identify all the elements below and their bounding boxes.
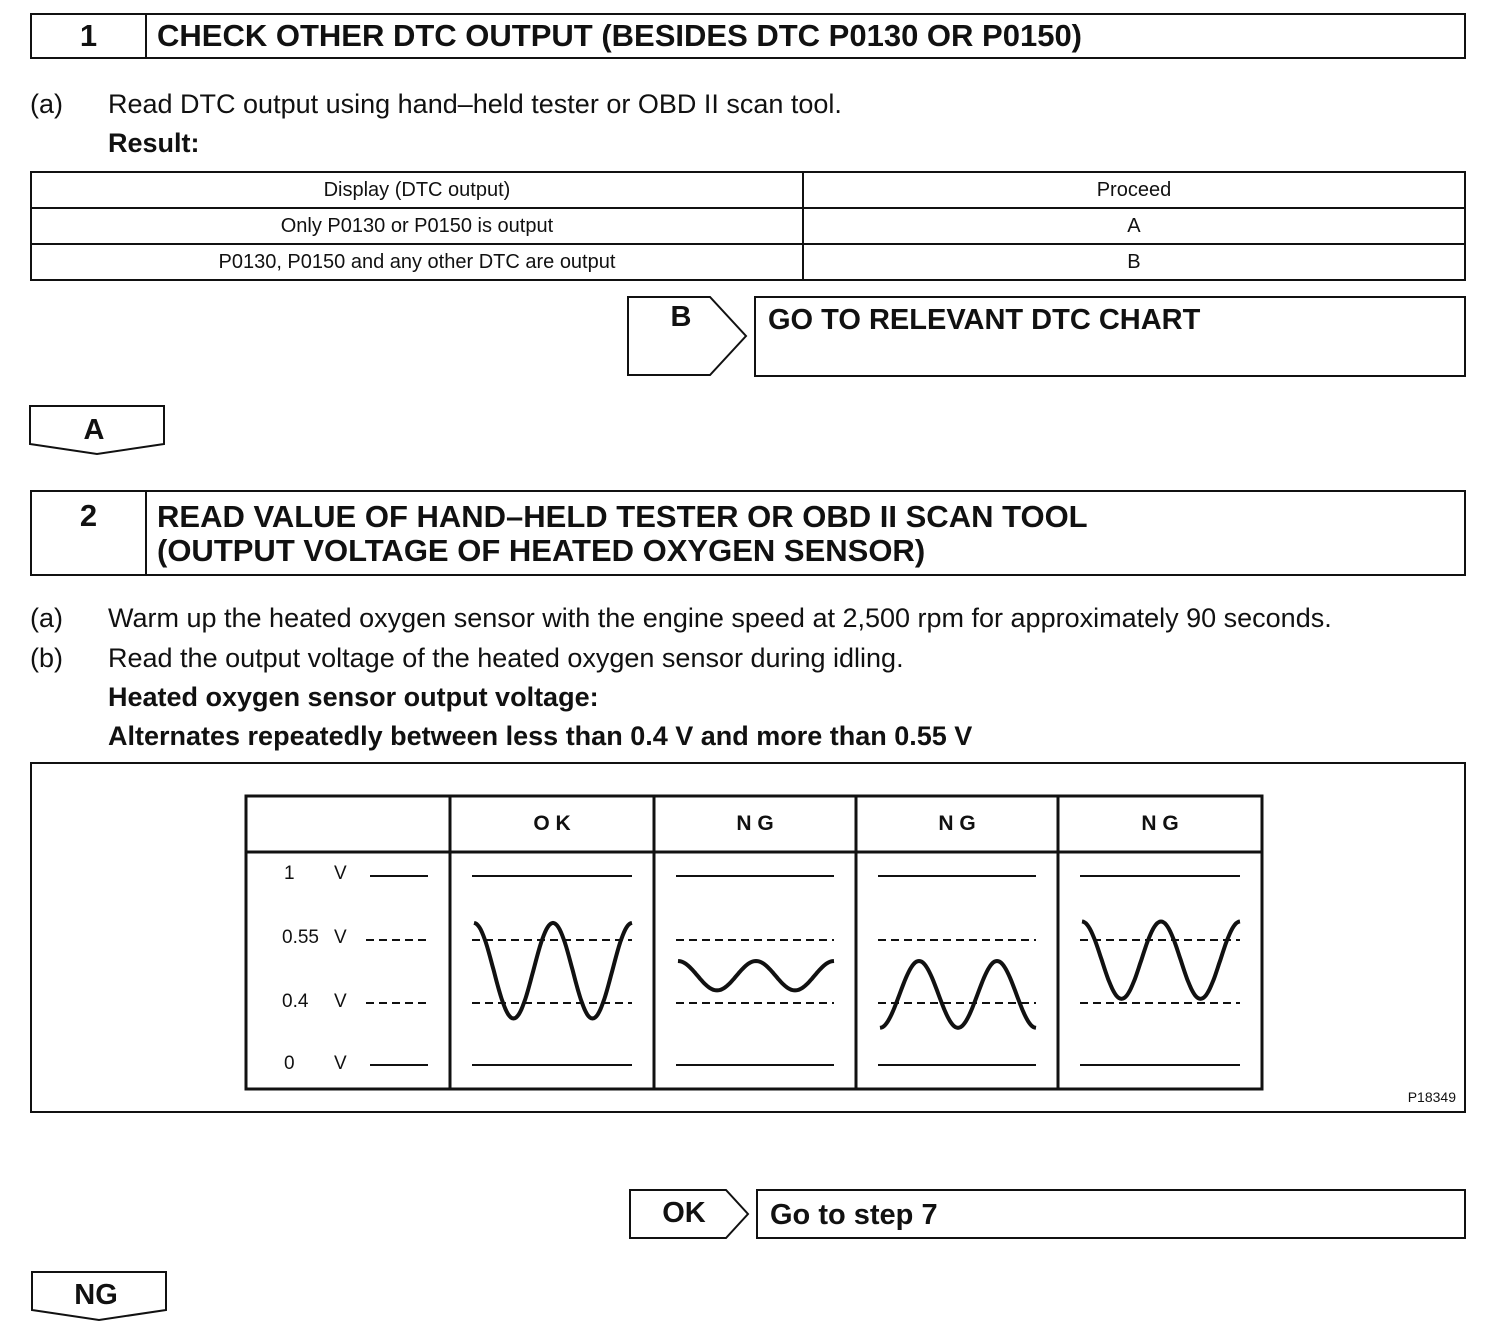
voltage-label-value: 0.4 [282, 991, 309, 1012]
column-header: O K [533, 812, 571, 835]
table-header-cell: Display (DTC output) [31, 172, 803, 208]
branch-ok-tag [628, 1188, 752, 1240]
table-row [31, 244, 1465, 280]
branch-b-tag [626, 295, 750, 377]
table-cell: Only P0130 or P0150 is output [31, 208, 803, 244]
branch-ng-tag [30, 1270, 168, 1322]
branch-ok-result: Go to step 7 [756, 1189, 1466, 1239]
voltage-label-value: 1 [284, 863, 295, 884]
branch-a-label: A [83, 414, 105, 446]
spec-label: Heated oxygen sensor output voltage: [108, 682, 599, 712]
voltage-waveform [880, 961, 1036, 1028]
voltage-label-unit: V [334, 863, 347, 884]
table-cell: A [803, 208, 1465, 244]
branch-ng-label: NG [74, 1279, 118, 1311]
dtc-result-table [30, 171, 1466, 281]
column-header: N G [1141, 812, 1179, 835]
step1-number: 1 [32, 15, 147, 57]
step2-title-line2: (OUTPUT VOLTAGE OF HEATED OXYGEN SENSOR) [157, 533, 926, 568]
step1-header [30, 13, 1466, 59]
branch-b-result: GO TO RELEVANT DTC CHART [754, 296, 1466, 377]
table-cell: B [803, 244, 1465, 280]
voltage-waveform-figure [30, 762, 1466, 1113]
voltage-label-value: 0 [284, 1053, 295, 1074]
step2-instruction-b-text: Read the output voltage of the heated oxygen sensor during idling. [108, 643, 904, 673]
table-row [31, 208, 1465, 244]
column-header: N G [938, 812, 976, 835]
step2-number: 2 [32, 492, 147, 574]
table-header-cell: Proceed [803, 172, 1465, 208]
column-header: N G [736, 812, 774, 835]
table-header-row [31, 172, 1465, 208]
figure-code: P18349 [1407, 1089, 1456, 1105]
branch-a-tag [28, 404, 166, 456]
branch-b-label: B [670, 301, 692, 333]
voltage-waveform [474, 923, 632, 1019]
spec-value: Alternates repeatedly between less than 0.4 V and more than 0.55 V [108, 721, 973, 751]
voltage-label-unit: V [334, 1053, 347, 1074]
step2-instruction-a-text: Warm up the heated oxygen sensor with the engine speed at 2,500 rpm for approximately 90 seconds. [108, 603, 1332, 633]
table-cell: P0130, P0150 and any other DTC are output [31, 244, 803, 280]
step2-instruction-a-label: (a) [30, 603, 63, 633]
voltage-label-value: 0.55 [282, 927, 319, 948]
branch-ok-label: OK [662, 1197, 706, 1229]
voltage-waveform [1082, 922, 1240, 999]
step2-instruction-b-label: (b) [30, 643, 63, 673]
step2-title-line1: READ VALUE OF HAND–HELD TESTER OR OBD II SCAN TOOL [157, 499, 1088, 534]
step1-instruction-text: Read DTC output using hand–held tester or OBD II scan tool. [108, 89, 842, 119]
voltage-label-unit: V [334, 991, 347, 1012]
voltage-label-unit: V [334, 927, 347, 948]
voltage-waveform [678, 961, 834, 990]
step1-instruction-label: (a) [30, 89, 63, 119]
step2-header [30, 490, 1466, 576]
step1-title: CHECK OTHER DTC OUTPUT (BESIDES DTC P0130 OR P0150) [157, 18, 1083, 53]
step1-result-label: Result: [108, 128, 200, 158]
